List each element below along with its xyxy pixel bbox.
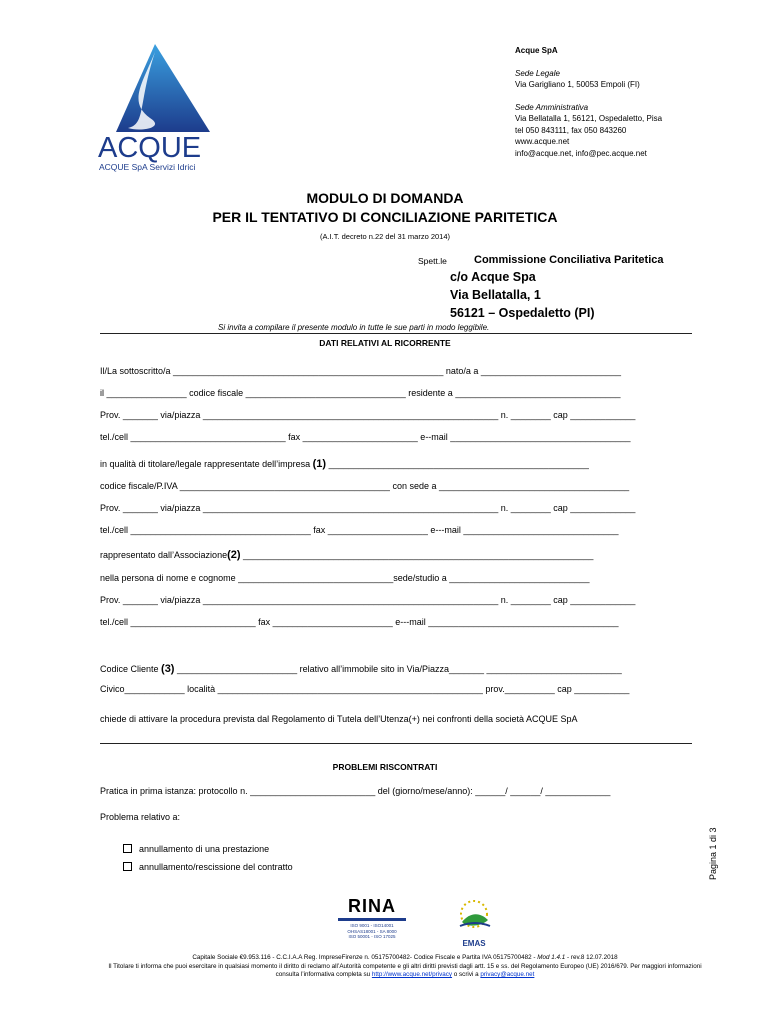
logo-subtext: ACQUE SpA Servizi Idrici xyxy=(99,162,196,172)
invite-note: Si invita a compilare il presente modulo in tutte le sue parti in modo leggibile. xyxy=(218,323,490,332)
acque-logo xyxy=(98,44,220,174)
footer-rev: - rev.8 12.07.2018 xyxy=(565,954,618,961)
rina-cert xyxy=(332,896,412,940)
field-tel-fax-mail[interactable]: tel./cell _______________________________ fax _______________________ e--mail ____________________________________ xyxy=(100,432,631,442)
codice-cliente-line: ________________________ relativo all’immobile sito in Via/Piazza_______ ___________________________ xyxy=(174,664,622,674)
option-annullamento-prestazione[interactable] xyxy=(123,844,269,854)
sede-legale-label: Sede Legale xyxy=(515,68,560,78)
spett-label: Spett.le xyxy=(418,256,447,266)
field-codice-fiscale[interactable]: il ________________ codice fiscale ________________________________ residente a _________________________________ xyxy=(100,388,621,398)
rina-line: OHSAS18001 - SA 8000 xyxy=(347,928,397,934)
website: www.acque.net xyxy=(515,137,570,146)
company-name: Acque SpA xyxy=(515,46,558,55)
field-cf-piva[interactable]: codice fiscale/P.IVA __________________________________________ con sede a ______________________________________ xyxy=(100,481,630,491)
recipient-street: Via Bellatalla, 1 xyxy=(450,288,541,302)
rina-logo-text: RINA xyxy=(348,896,396,916)
divider-top xyxy=(100,333,692,334)
checkbox[interactable] xyxy=(123,862,132,871)
footer-privacy-text: Il Titolare ti informa che puoi esercitare in qualsiasi momento il diritto di reclamo all’Autorità competente e gli altri diritti previsti dagli artt. 15 e ss. del Regolamento Europeo (UE) 2016/679. Per maggiori informazioni consulta l’informativa completa su xyxy=(108,962,702,978)
sede-amm-address: Via Bellatalla 1, 56121, Ospedaletto, Pisa xyxy=(515,114,663,123)
note-ref-1: (1) xyxy=(312,458,327,470)
field-tel-fax-mail-3[interactable]: tel./cell _________________________ fax ________________________ e---mail ______________________________________ xyxy=(100,617,619,627)
problema-label: Problema relativo a: xyxy=(100,812,181,822)
phone-fax: tel 050 843111, fax 050 843260 xyxy=(515,125,627,135)
field-persona[interactable]: nella persona di nome e cognome _______________________________sede/studio a ____________________________ xyxy=(100,573,590,583)
section-ricorrente: DATI RELATIVI AL RICORRENTE xyxy=(319,338,451,348)
page-indicator: Pagina 1 di 3 xyxy=(708,827,718,880)
sede-amm-label: Sede Amministrativa xyxy=(515,102,589,112)
footer-capitale: Capitale Sociale €9.953.116 - C.C.I.A.A Reg. ImpreseFirenze n. 05175700482- Codice Fiscale e Partita IVA 05175700482 - xyxy=(192,954,538,961)
field-sottoscritto[interactable]: Il/La sottoscritto/a ______________________________________________________ nato/a a ____________________________ xyxy=(100,366,622,376)
option-annullamento-contratto[interactable] xyxy=(123,862,293,872)
emas-text: EMAS xyxy=(462,939,486,948)
field-tel-fax-mail-2[interactable]: tel./cell ____________________________________ fax ____________________ e---mail _______________________________ xyxy=(100,525,619,535)
recipient-city: 56121 – Ospedaletto (PI) xyxy=(450,306,595,320)
privacy-link[interactable]: http://www.acque.net/privacy xyxy=(371,971,453,978)
recipient-co: c/o Acque Spa xyxy=(450,270,536,284)
recipient-commission: Commissione Conciliativa Paritetica xyxy=(474,254,664,266)
field-prov-via-3[interactable]: Prov. _______ via/piazza ___________________________________________________________ n. ________ cap _____________ xyxy=(100,595,636,605)
footer-mid: o scrivi a xyxy=(452,971,481,978)
form-subtitle: (A.I.T. decreto n.22 del 31 marzo 2014) xyxy=(319,232,451,241)
qualita-line: ____________________________________________________ xyxy=(326,459,589,469)
field-codice-cliente[interactable] xyxy=(100,663,622,675)
emas-cert xyxy=(452,898,496,948)
company-info xyxy=(515,45,662,159)
section-problemi: PROBLEMI RISCONTRATI xyxy=(332,762,438,772)
sede-legale-address: Via Garigliano 1, 50053 Empoli (FI) xyxy=(515,80,640,89)
field-qualita-impresa[interactable] xyxy=(100,458,589,470)
note-ref-2: (2) xyxy=(227,549,241,561)
footer xyxy=(100,954,710,980)
associazione-line: ______________________________________________________________________ xyxy=(240,550,594,560)
field-civico-localita[interactable]: Civico____________ località _____________________________________________________ prov.__________ cap ___________ xyxy=(100,684,630,694)
field-associazione[interactable] xyxy=(100,549,593,561)
field-prov-via-2[interactable]: Prov. _______ via/piazza ___________________________________________________________ n. ________ cap _____________ xyxy=(100,503,636,513)
field-prov-via[interactable]: Prov. _______ via/piazza ___________________________________________________________ n. ________ cap _____________ xyxy=(100,410,636,420)
logo-text: ACQUE xyxy=(98,132,202,164)
checkbox[interactable] xyxy=(123,844,132,853)
acque-logo-mark xyxy=(98,44,220,174)
option-label: annullamento/rescissione del contratto xyxy=(139,862,293,872)
divider-middle xyxy=(100,743,692,744)
rina-line: ISO 50001 - ISO 17025 xyxy=(348,934,396,939)
request-statement: chiede di attivare la procedura prevista dal Regolamento di Tutela dell’Utenza(+) nei confronti della società ACQUE SpA xyxy=(100,714,578,724)
privacy-email-link[interactable]: privacy@acque.net xyxy=(480,971,535,978)
qualita-label: in qualità di titolare/legale rappresentate dell’impresa xyxy=(100,459,313,469)
emails: info@acque.net, info@pec.acque.net xyxy=(515,148,647,158)
form-title-line2: PER IL TENTATIVO DI CONCILIAZIONE PARITETICA xyxy=(212,209,558,225)
field-pratica[interactable]: Pratica in prima istanza: protocollo n. _________________________ del (giorno/mese/anno): ______/ ______/ _____________ xyxy=(100,786,611,796)
form-title-line1: MODULO DI DOMANDA xyxy=(306,190,464,206)
emas-logo xyxy=(452,898,496,934)
option-label: annullamento di una prestazione xyxy=(139,844,270,854)
footer-mod: Mod 1.4.1 xyxy=(537,954,566,961)
rina-line: ISO 9001 - ISO14001 xyxy=(350,923,394,928)
associazione-label: rappresentato dall’Associazione xyxy=(100,550,228,560)
codice-cliente-label: Codice Cliente xyxy=(100,664,162,674)
note-ref-3: (3) xyxy=(161,663,175,675)
